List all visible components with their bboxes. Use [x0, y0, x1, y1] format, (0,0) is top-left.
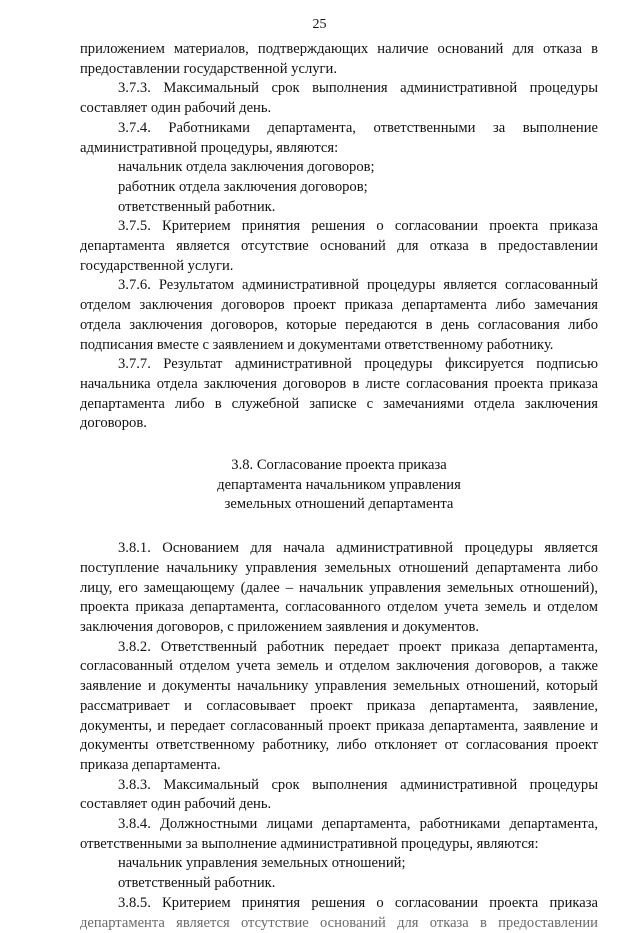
paragraph-3-7-3: 3.7.3. Максимальный срок выполнения административной процедуры составляет один рабочий день. [80, 80, 598, 117]
section-heading-3-8 [80, 456, 598, 515]
paragraph-3-8-2: 3.8.2. Ответственный работник передает проект приказа департамента, согласованный отделом учета земель и отделом заключения договоров, а также заявление и документы начальнику управления земельных отношений, который рассматривает и согласовывает проект приказа департамента, заявление, документы, и передает согласованный проект приказа департамента, заявление и документы ответственному работнику, либо отклоняет от согласования проект приказа департамента. [80, 638, 598, 773]
list-item: начальник отдела заключения договоров; [118, 159, 375, 176]
list-item: работник отдела заключения договоров; [118, 178, 368, 195]
paragraph-3-7-4: 3.7.4. Работниками департамента, ответственными за выполнение административной процедуры, являются: [80, 119, 598, 156]
paragraph-3-8-5: 3.8.5. Критерием принятия решения о согласовании проекта приказа [118, 894, 598, 911]
paragraph-3-8-4: 3.8.4. Должностными лицами департамента, работниками департамента, ответственными за выполнение административной процедуры, являются: [80, 816, 598, 852]
paragraph-3-7-6: 3.7.6. Результатом административной процедуры является согласованный отделом заключения договоров проект приказа департамента либо замечания отдела заключения договоров, которые передаются в день согласования либо подписания вместе с заявлением и документами ответственному работнику. [80, 277, 598, 353]
paragraph-3-8-5-continuation: департамента является отсутствие оснований для отказа в предоставлении [80, 914, 598, 931]
heading-line: департамента начальником управления [217, 476, 461, 493]
paragraph-3-8-3: 3.8.3. Максимальный срок выполнения административной процедуры составляет один рабочий день. [80, 776, 598, 813]
paragraph-continuation: приложением материалов, подтверждающих наличие оснований для отказа в предоставлении государственной услуги. [80, 41, 598, 77]
list-item: начальник управления земельных отношений; [118, 855, 406, 872]
page-content [80, 40, 598, 933]
heading-line: земельных отношений департамента [224, 496, 454, 513]
paragraph-3-7-7: 3.7.7. Результат административной процедуры фиксируется подписью начальника отдела заключения договоров в листе согласования проекта приказа департамента либо в служебной записке с замечаниями отдела заключения договоров. [80, 356, 598, 432]
list-item: ответственный работник. [118, 875, 276, 892]
list-item: ответственный работник. [118, 198, 276, 215]
paragraph-3-7-5: 3.7.5. Критерием принятия решения о согласовании проекта приказа департамента является отсутствие оснований для отказа в предоставлении государственной услуги. [80, 218, 598, 274]
paragraph-3-8-1: 3.8.1. Основанием для начала административной процедуры является поступление начальнику управления земельных отношений департамента либо лицу, его замещающему (далее – начальник управления земельных отношений), проекта приказа департамента, согласованного отделом учета земель и отделом заключения договоров, с приложением заявления и документов. [80, 540, 598, 635]
page-number: 25 [312, 17, 327, 32]
heading-line: 3.8. Согласование проекта приказа [231, 457, 447, 474]
